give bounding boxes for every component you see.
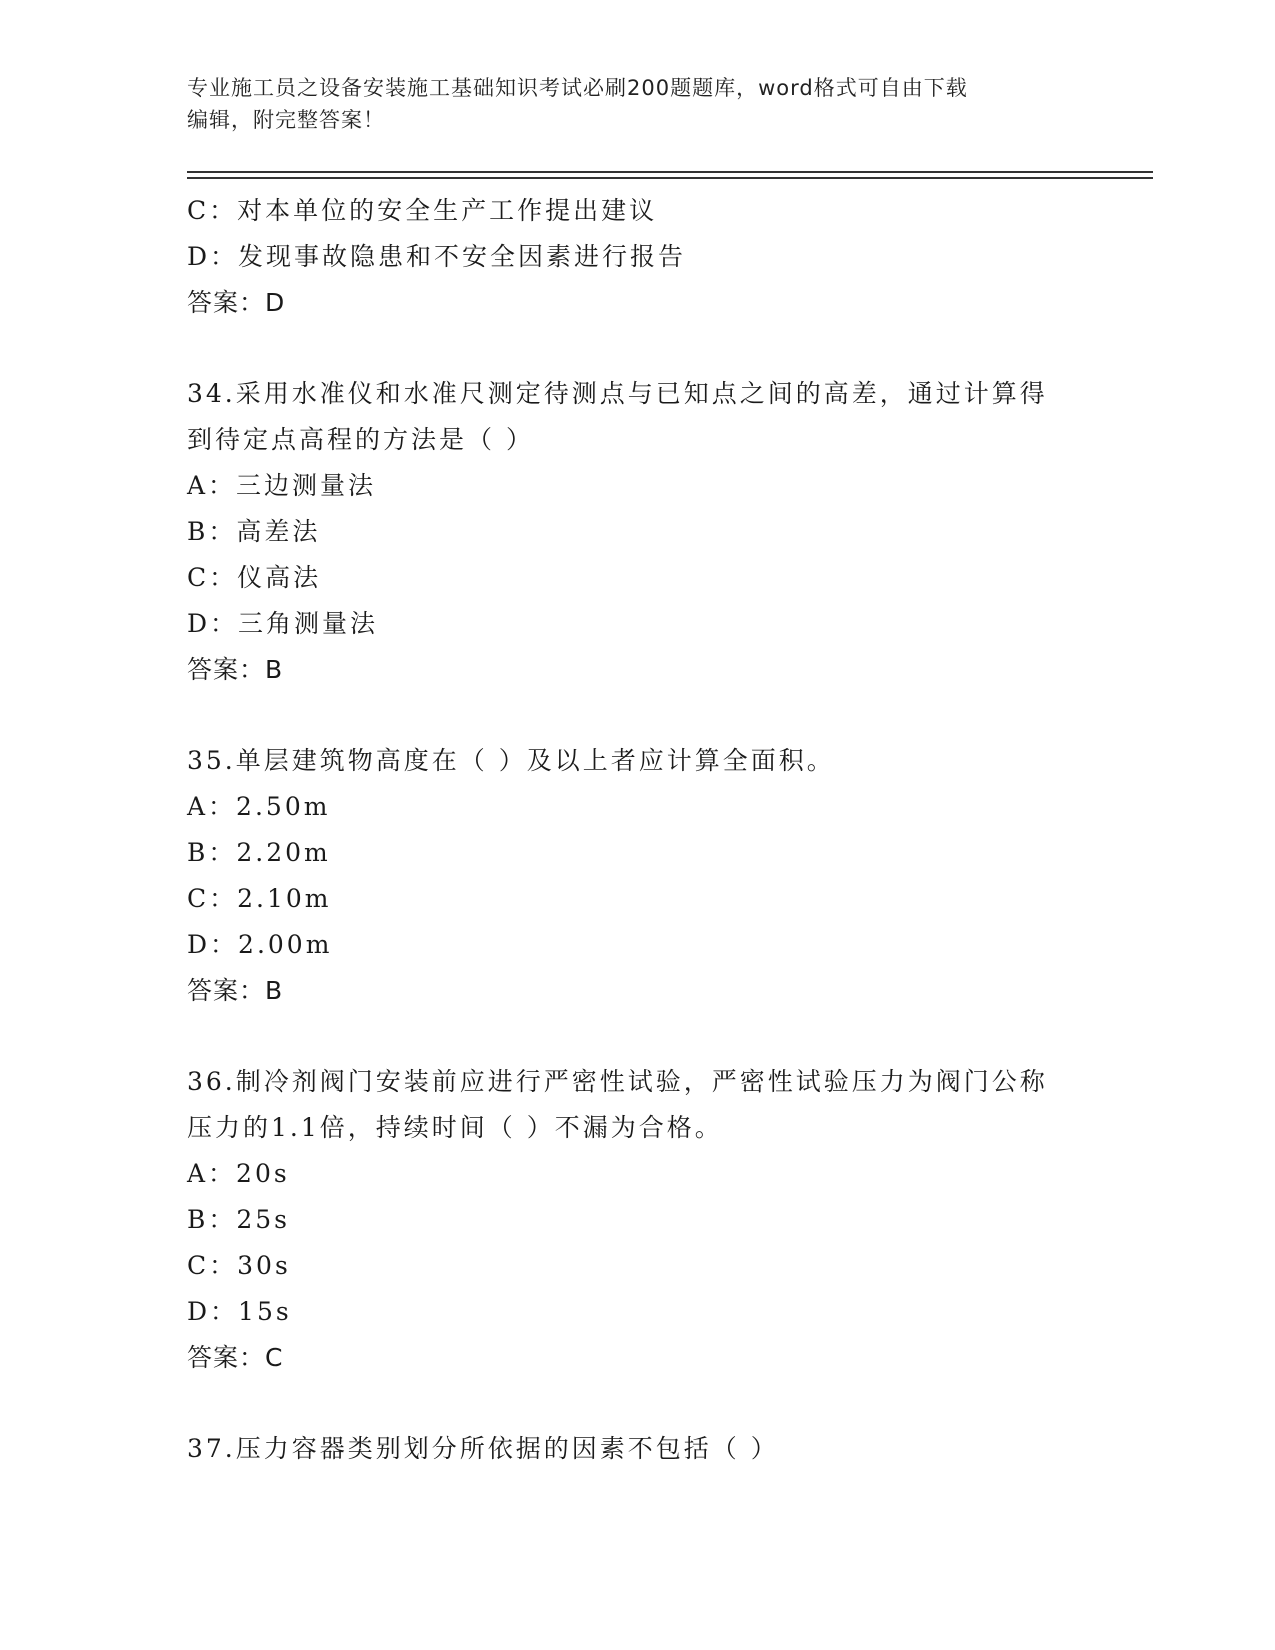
header-divider-top — [187, 171, 1153, 173]
question-list — [187, 188, 1087, 1472]
question-stem-line-1: 34.采用水准仪和水准尺测定待测点与已知点之间的高差，通过计算得 — [187, 379, 1048, 408]
option-d: D：2.00m — [187, 930, 333, 959]
option-a: A：2.50m — [187, 792, 331, 821]
option-c: C：2.10m — [187, 884, 332, 913]
option-b: B：2.20m — [187, 838, 331, 867]
option-b: B：高差法 — [187, 517, 321, 546]
option-a: A：三边测量法 — [187, 471, 377, 500]
option-c: C：对本单位的安全生产工作提出建议 — [187, 196, 658, 225]
question-stem-line-1: 35.单层建筑物高度在（ ）及以上者应计算全面积。 — [187, 746, 835, 775]
header-divider-bottom — [187, 177, 1153, 179]
option-d: D：三角测量法 — [187, 609, 379, 638]
spacer — [187, 1014, 1087, 1059]
question-37 — [187, 1426, 1087, 1472]
question-36 — [187, 1059, 1087, 1381]
option-b: B：25s — [187, 1205, 291, 1234]
option-d: D：15s — [187, 1297, 292, 1326]
answer: 答案：B — [187, 655, 284, 684]
spacer — [187, 693, 1087, 738]
option-c: C：30s — [187, 1251, 291, 1280]
answer: 答案：C — [187, 1343, 284, 1372]
header-line-1: 专业施工员之设备安装施工基础知识考试必刷200题题库，word格式可自由下载 — [187, 76, 968, 100]
answer: 答案：D — [187, 288, 286, 317]
spacer — [187, 1381, 1087, 1426]
option-c: C：仪高法 — [187, 563, 322, 592]
option-d: D：发现事故隐患和不安全因素进行报告 — [187, 242, 687, 271]
question-stem-line-1: 36.制冷剂阀门安装前应进行严密性试验，严密性试验压力为阀门公称 — [187, 1067, 1048, 1096]
question-stem-line-2: 到待定点高程的方法是（ ） — [187, 425, 534, 454]
answer: 答案：B — [187, 976, 284, 1005]
question-stem-line-1: 37.压力容器类别划分所依据的因素不包括（ ） — [187, 1434, 779, 1463]
question-33 — [187, 188, 1087, 326]
question-35 — [187, 738, 1087, 1014]
spacer — [187, 326, 1087, 371]
document-header — [187, 72, 1067, 136]
header-line-2: 编辑，附完整答案！ — [187, 108, 385, 132]
question-34 — [187, 371, 1087, 693]
question-stem-line-2: 压力的1.1倍，持续时间（ ）不漏为合格。 — [187, 1113, 723, 1142]
option-a: A：20s — [187, 1159, 290, 1188]
